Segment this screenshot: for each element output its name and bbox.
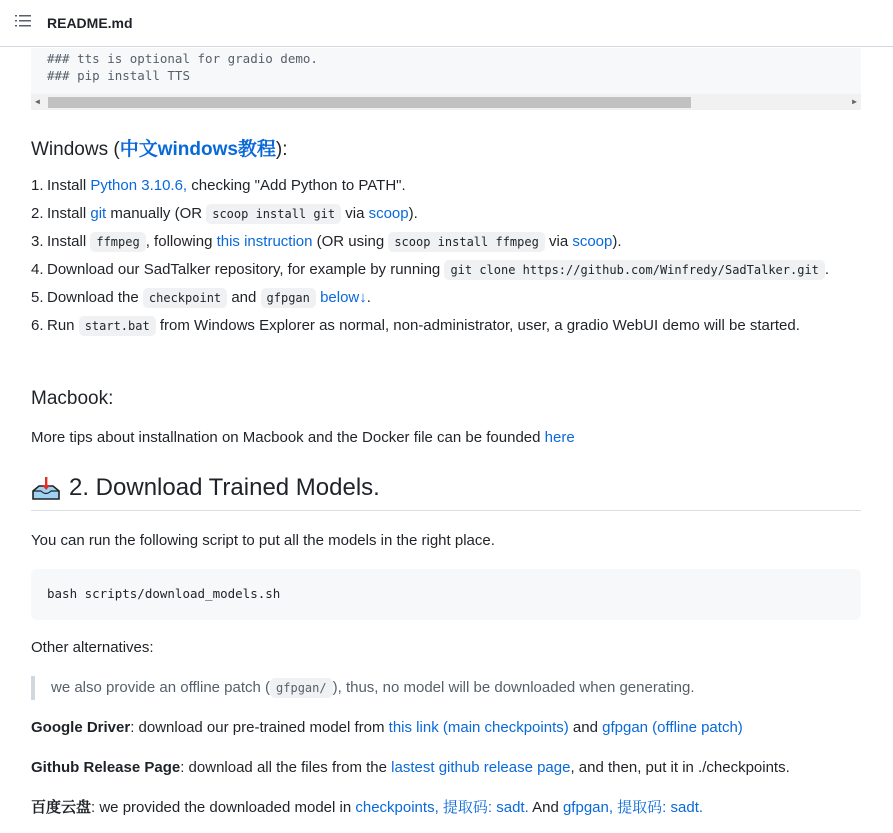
text: checking "Add Python to PATH". [187, 177, 406, 194]
text: . [824, 261, 830, 278]
code-line: ### pip install TTS [47, 68, 190, 83]
section-title: 2. Download Trained Models. [69, 474, 380, 501]
text: ). [408, 205, 418, 222]
google-driver-text [31, 717, 743, 739]
inline-code: git clone https://github.com/Winfredy/SadTalker.git [444, 260, 824, 280]
baidu-checkpoints-link[interactable]: checkpoints, 提取码: sadt. [355, 799, 529, 816]
intro-text: You can run the following script to put all the models in the right place. [31, 532, 495, 549]
text: Run [47, 317, 79, 334]
inbox-tray-icon [31, 475, 61, 501]
list-item [31, 312, 871, 340]
inline-code: start.bat [79, 316, 156, 336]
section-heading [31, 474, 861, 511]
scroll-right-icon[interactable]: ▶ [852, 97, 857, 106]
inline-code: checkpoint [143, 288, 227, 308]
text: More tips about installnation on Macbook and the Docker file can be founded [31, 429, 545, 446]
heading-text: ): [275, 139, 288, 160]
text: and [568, 719, 603, 736]
code-line: ### tts is optional for gradio demo. [47, 51, 318, 66]
text: And [528, 799, 563, 816]
text: , following [145, 233, 217, 250]
text: Install [47, 177, 91, 194]
list-item [31, 256, 871, 284]
inline-code: ffmpeg [90, 232, 145, 252]
item-number: 5. [31, 289, 44, 306]
text: manually (OR [106, 205, 207, 222]
baidu-gfpgan-link[interactable]: gfpgan, 提取码: sadt. [562, 799, 704, 816]
text: and [227, 289, 261, 306]
main-checkpoints-link[interactable]: this link (main checkpoints) [388, 719, 569, 736]
scroll-left-icon[interactable]: ◀ [35, 97, 40, 106]
text: : download our pre-trained model from [130, 719, 389, 736]
git-link[interactable]: git [90, 205, 107, 222]
github-release-text [31, 757, 790, 779]
scoop-link[interactable]: scoop [572, 233, 613, 250]
inline-code: scoop install git [206, 204, 341, 224]
item-number: 2. [31, 205, 44, 222]
text: (OR using [312, 233, 389, 250]
list-item [31, 200, 871, 228]
item-number: 3. [31, 233, 44, 250]
list-item [31, 284, 871, 312]
gfpgan-offline-link[interactable]: gfpgan (offline patch) [602, 719, 743, 736]
list-item [31, 172, 871, 200]
inline-code: gfpgan/ [270, 678, 333, 698]
file-title: README.md [47, 15, 133, 31]
here-link[interactable]: here [544, 429, 575, 446]
text: from Windows Explorer as normal, non-administrator, user, a gradio WebUI demo will be started. [155, 317, 800, 334]
blockquote [31, 676, 695, 700]
instruction-link[interactable]: this instruction [216, 233, 313, 250]
release-page-link[interactable]: lastest github release page [391, 759, 571, 776]
label: Google Driver [31, 719, 131, 736]
code-block-download [31, 569, 861, 620]
chinese-windows-tutorial-link[interactable]: 中文windows教程 [119, 139, 276, 160]
text: Install [47, 205, 91, 222]
scoop-link[interactable]: scoop [368, 205, 409, 222]
text: via [341, 205, 369, 222]
inline-code: gfpgan [261, 288, 316, 308]
python-link[interactable]: Python 3.10.6, [90, 177, 188, 194]
text: ), thus, no model will be downloaded when generating. [332, 679, 695, 696]
text: , and then, put it in ./checkpoints. [570, 759, 790, 776]
windows-steps [31, 172, 871, 340]
text: : we provided the downloaded model in [91, 799, 356, 816]
list-icon[interactable] [15, 14, 31, 28]
macbook-heading: Macbook: [31, 388, 114, 409]
label: 百度云盘 [31, 799, 92, 816]
below-link[interactable]: below↓ [320, 289, 367, 306]
item-number: 1. [31, 177, 44, 194]
item-number: 6. [31, 317, 44, 334]
baidu-text [31, 797, 703, 819]
item-number: 4. [31, 261, 44, 278]
text: ). [612, 233, 622, 250]
list-item [31, 228, 871, 256]
scrollbar-thumb[interactable] [48, 97, 691, 108]
text: Install [47, 233, 91, 250]
alternatives-text: Other alternatives: [31, 639, 154, 656]
windows-heading [31, 134, 288, 161]
code-line: bash scripts/download_models.sh [47, 586, 281, 601]
text: . [366, 289, 371, 306]
file-header [0, 0, 893, 47]
text: via [544, 233, 573, 250]
text: Download our SadTalker repository, for example by running [47, 261, 445, 278]
macbook-text [31, 427, 575, 449]
heading-text: Windows ( [31, 139, 120, 160]
text: we also provide an offline patch ( [51, 679, 271, 696]
code-block-tts [31, 48, 861, 110]
inline-code: scoop install ffmpeg [388, 232, 545, 252]
label: Github Release Page [31, 759, 181, 776]
text: : download all the files from the [180, 759, 392, 776]
horizontal-scrollbar[interactable] [31, 94, 861, 110]
text: Download the [47, 289, 143, 306]
